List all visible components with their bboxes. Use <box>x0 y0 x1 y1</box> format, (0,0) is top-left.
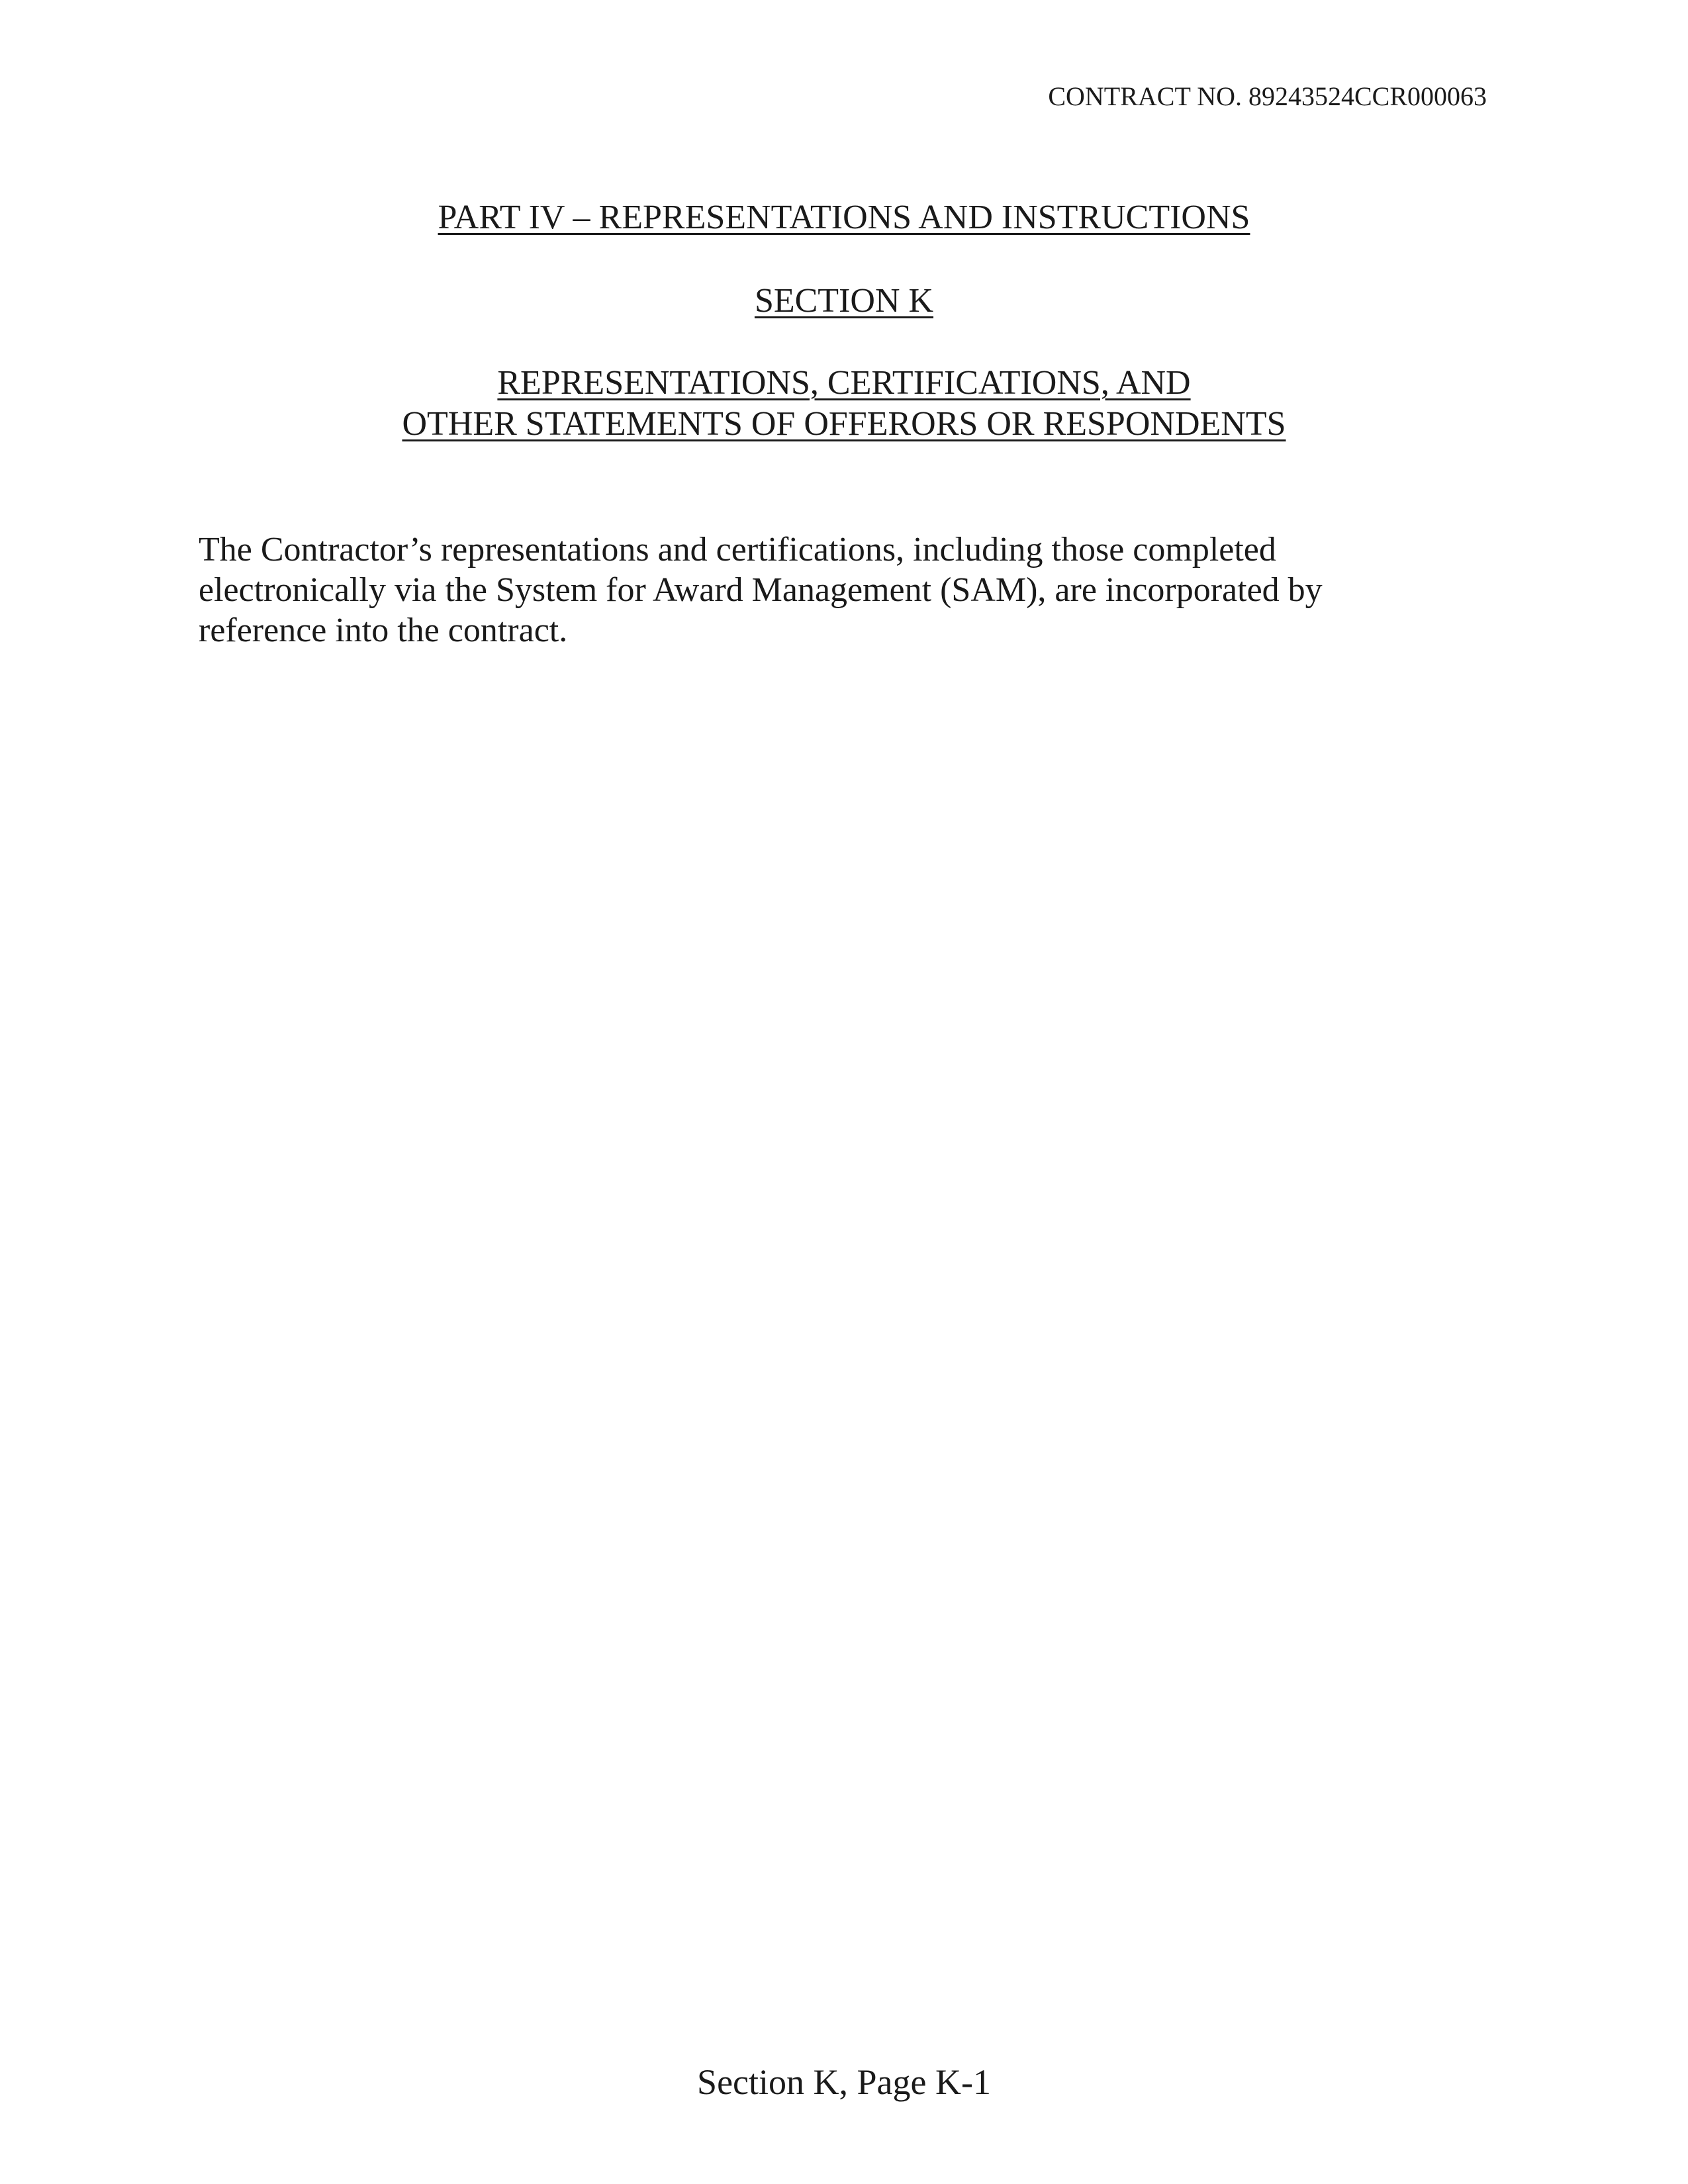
contract-number: CONTRACT NO. 89243524CCR000063 <box>1048 81 1487 111</box>
section-title-text: SECTION K <box>754 282 934 320</box>
section-subtitle-line-2: OTHER STATEMENTS OF OFFERORS OR RESPONDENTS <box>402 405 1286 443</box>
body-paragraph-line-3: reference into the contract. <box>199 612 568 649</box>
body-paragraph-line-2: electronically via the System for Award Management (SAM), are incorporated by <box>199 571 1323 609</box>
body-paragraph <box>199 529 1456 651</box>
section-title <box>0 281 1688 322</box>
section-subtitle <box>0 363 1688 445</box>
page-footer: Section K, Page K-1 <box>697 2062 991 2102</box>
section-subtitle-line-1: REPRESENTATIONS, CERTIFICATIONS, AND <box>497 364 1191 402</box>
body-paragraph-line-1: The Contractor’s representations and certifications, including those completed <box>199 531 1276 569</box>
part-title-text: PART IV – REPRESENTATIONS AND INSTRUCTIONS <box>438 199 1250 236</box>
part-title <box>0 197 1688 238</box>
